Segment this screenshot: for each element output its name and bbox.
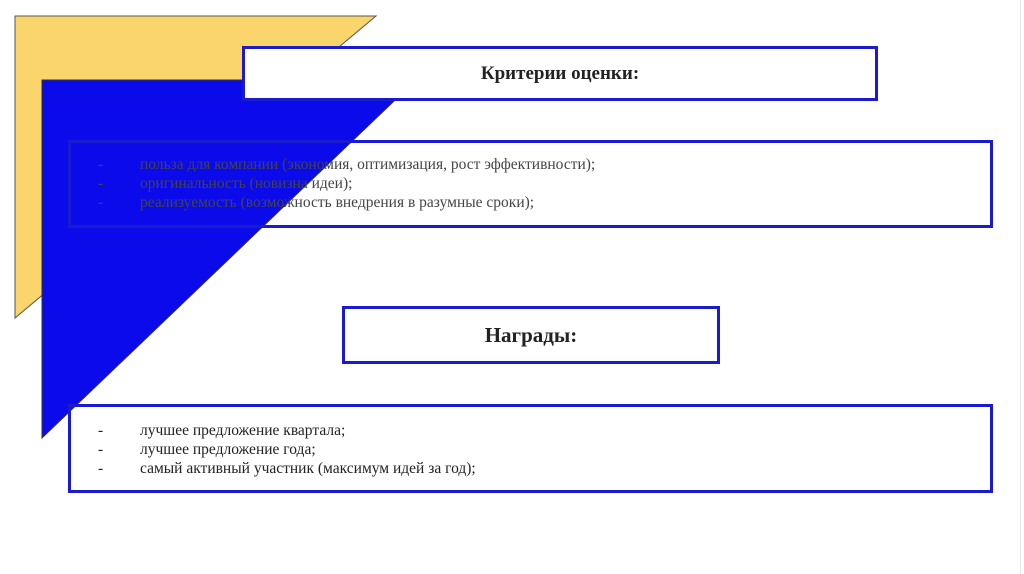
list-item-text: оригинальность (новизна идеи);	[140, 175, 353, 192]
list-item	[98, 440, 990, 459]
list-marker: -	[98, 194, 104, 211]
list-item	[98, 421, 990, 440]
list-marker: -	[98, 460, 104, 477]
list-item-text: самый активный участник (максимум идей за год);	[140, 460, 476, 477]
list-item	[98, 193, 990, 212]
awards-title-box	[342, 306, 720, 364]
list-marker: -	[98, 422, 104, 439]
awards-list-box	[68, 404, 993, 493]
list-marker: -	[98, 441, 104, 458]
awards-list	[98, 421, 990, 478]
list-marker: -	[98, 175, 104, 192]
criteria-title: Критерии оценки:	[480, 62, 640, 84]
blue-triangle	[42, 80, 416, 438]
criteria-list	[98, 155, 990, 212]
awards-title: Награды:	[484, 322, 578, 347]
criteria-title-box	[242, 46, 878, 101]
criteria-list-box	[68, 140, 993, 228]
list-item	[98, 459, 990, 478]
list-item-text: лучшее предложение года;	[140, 441, 316, 458]
list-marker: -	[98, 156, 104, 173]
list-item-text: реализуемость (возможность внедрения в разумные сроки);	[140, 194, 535, 211]
list-item-text: польза для компании (экономия, оптимизация, рост эффективности);	[140, 156, 596, 173]
list-item	[98, 174, 990, 193]
list-item	[98, 155, 990, 174]
list-item-text: лучшее предложение квартала;	[140, 422, 346, 439]
